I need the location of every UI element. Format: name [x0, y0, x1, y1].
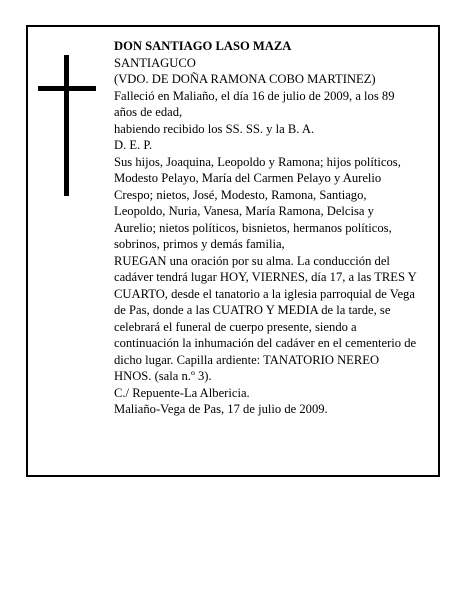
family-address: C./ Repuente-La Albericia.: [114, 385, 250, 400]
obituary-text: [114, 38, 418, 418]
widower-of: (VDO. DE DOÑA RAMONA COBO MARTINEZ): [114, 72, 376, 86]
cross-icon-bar: [38, 86, 96, 91]
cross-icon: [64, 55, 69, 196]
deceased-nickname: SANTIAGUCO: [114, 55, 196, 70]
sacraments-statement: habiendo recibido los SS. SS. y la B. A.: [114, 121, 315, 136]
rip-abbreviation: D. E. P.: [114, 138, 153, 152]
family-list: Sus hijos, Joaquina, Leopoldo y Ramona; hijos políticos, Modesto Pelayo, María del Carmen Pelayo y Aurelio Crespo; nietos, José, Modesto, Ramona, Santiago, Leopoldo, Nuria, Vanesa, María Ramona, Delcisa y Aurelio; nietos políticos, bisnietos, hermanos políticos, sobrinos, primos y demás familia,: [114, 154, 401, 251]
place-and-date: Maliaño-Vega de Pas, 17 de julio de 2009.: [114, 402, 328, 416]
death-statement: Falleció en Maliaño, el día 16 de julio de 2009, a los 89 años de edad,: [114, 88, 395, 119]
funeral-details: RUEGAN una oración por su alma. La conducción del cadáver tendrá lugar HOY, VIERNES, día 17, a las TRES Y CUARTO, desde el tanatorio a la iglesia parroquial de Vega de Pas, donde a las CUATRO Y MEDIA de la tarde, se celebrará el funeral de cuerpo presente, siendo a continuación la inhumación del cadáver en el cementerio de dicho lugar. Capilla ardiente: TANATORIO NEREO HNOS. (sala n.º 3).: [114, 253, 417, 383]
deceased-name: DON SANTIAGO LASO MAZA: [114, 39, 292, 53]
